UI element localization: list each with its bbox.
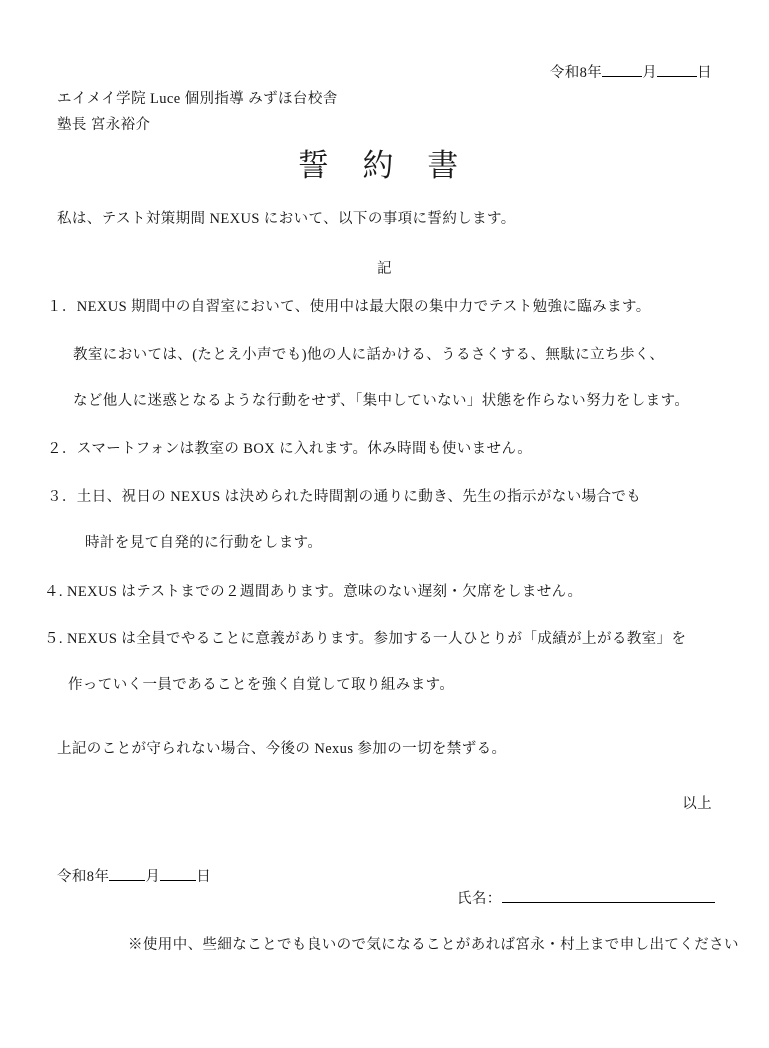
doc-title: 誓 約 書 — [297, 148, 472, 183]
pledge-item-5-line2: 作っていく一員であることを強く自覚して取り組みます。 — [68, 677, 455, 693]
date-line-top — [550, 62, 712, 83]
date-top-era: 令和8年 — [549, 65, 603, 81]
closing-text: 以上 — [682, 796, 712, 812]
pledge-item-3: ３．土日、祝日の NEXUS は決められた時間割の通りに動き、先生の指示がない場合でも — [47, 489, 642, 505]
pledge-item-3-line2: 時計を見て自発的に行動をします。 — [85, 535, 323, 551]
intro-text: 私は、テスト対策期間 NEXUS において、以下の事項に誓約します。 — [57, 211, 516, 227]
date-line-bottom — [57, 866, 211, 887]
principal-name: 塾長 宮永裕介 — [57, 117, 151, 133]
date-bottom-era: 令和8年 — [57, 869, 110, 885]
date-bottom-year-blank — [109, 866, 145, 881]
pledge-item-1-line2: 教室においては、(たとえ小声でも)他の人に話かける、うるさくする、無駄に立ち歩く、 — [73, 347, 665, 363]
date-bottom-day-blank — [160, 866, 196, 881]
penalty-text: 上記のことが守られない場合、今後の Nexus 参加の一切を禁ずる。 — [57, 741, 507, 757]
school-name: エイメイ学院 Luce 個別指導 みずほ台校舎 — [57, 91, 338, 107]
name-underline — [502, 888, 715, 903]
pledge-item-2: ２．スマートフォンは教室の BOX に入れます。休み時間も使いません。 — [47, 441, 533, 457]
pledge-item-1-line3: など他人に迷惑となるような行動をせず、「集中していない」状態を作らない努力をします。 — [73, 393, 690, 409]
pledge-item-4: ４. NEXUS はテストまでの２週間あります。意味のない遅刻・欠席をしません。 — [44, 584, 583, 600]
record-marker: 記 — [377, 261, 392, 277]
name-line — [457, 888, 715, 909]
date-bottom-month-label: 月 — [145, 869, 161, 885]
date-top-day-label: 日 — [697, 65, 712, 81]
date-top-year-blank — [602, 62, 642, 77]
pledge-item-5: ５. NEXUS は全員でやることに意義があります。参加する一人ひとりが「成績が上がる教室」を — [44, 631, 687, 647]
pledge-item-1: １．NEXUS 期間中の自習室において、使用中は最大限の集中力でテスト勉強に臨みます。 — [47, 299, 651, 315]
name-label: 氏名： — [457, 891, 502, 907]
date-top-day-blank — [657, 62, 697, 77]
date-bottom-day-label: 日 — [196, 869, 212, 885]
footnote: ※使用中、些細なことでも良いので気になることがあれば宮永・村上まで申し出てください — [128, 937, 739, 953]
date-top-month-label: 月 — [642, 65, 658, 81]
